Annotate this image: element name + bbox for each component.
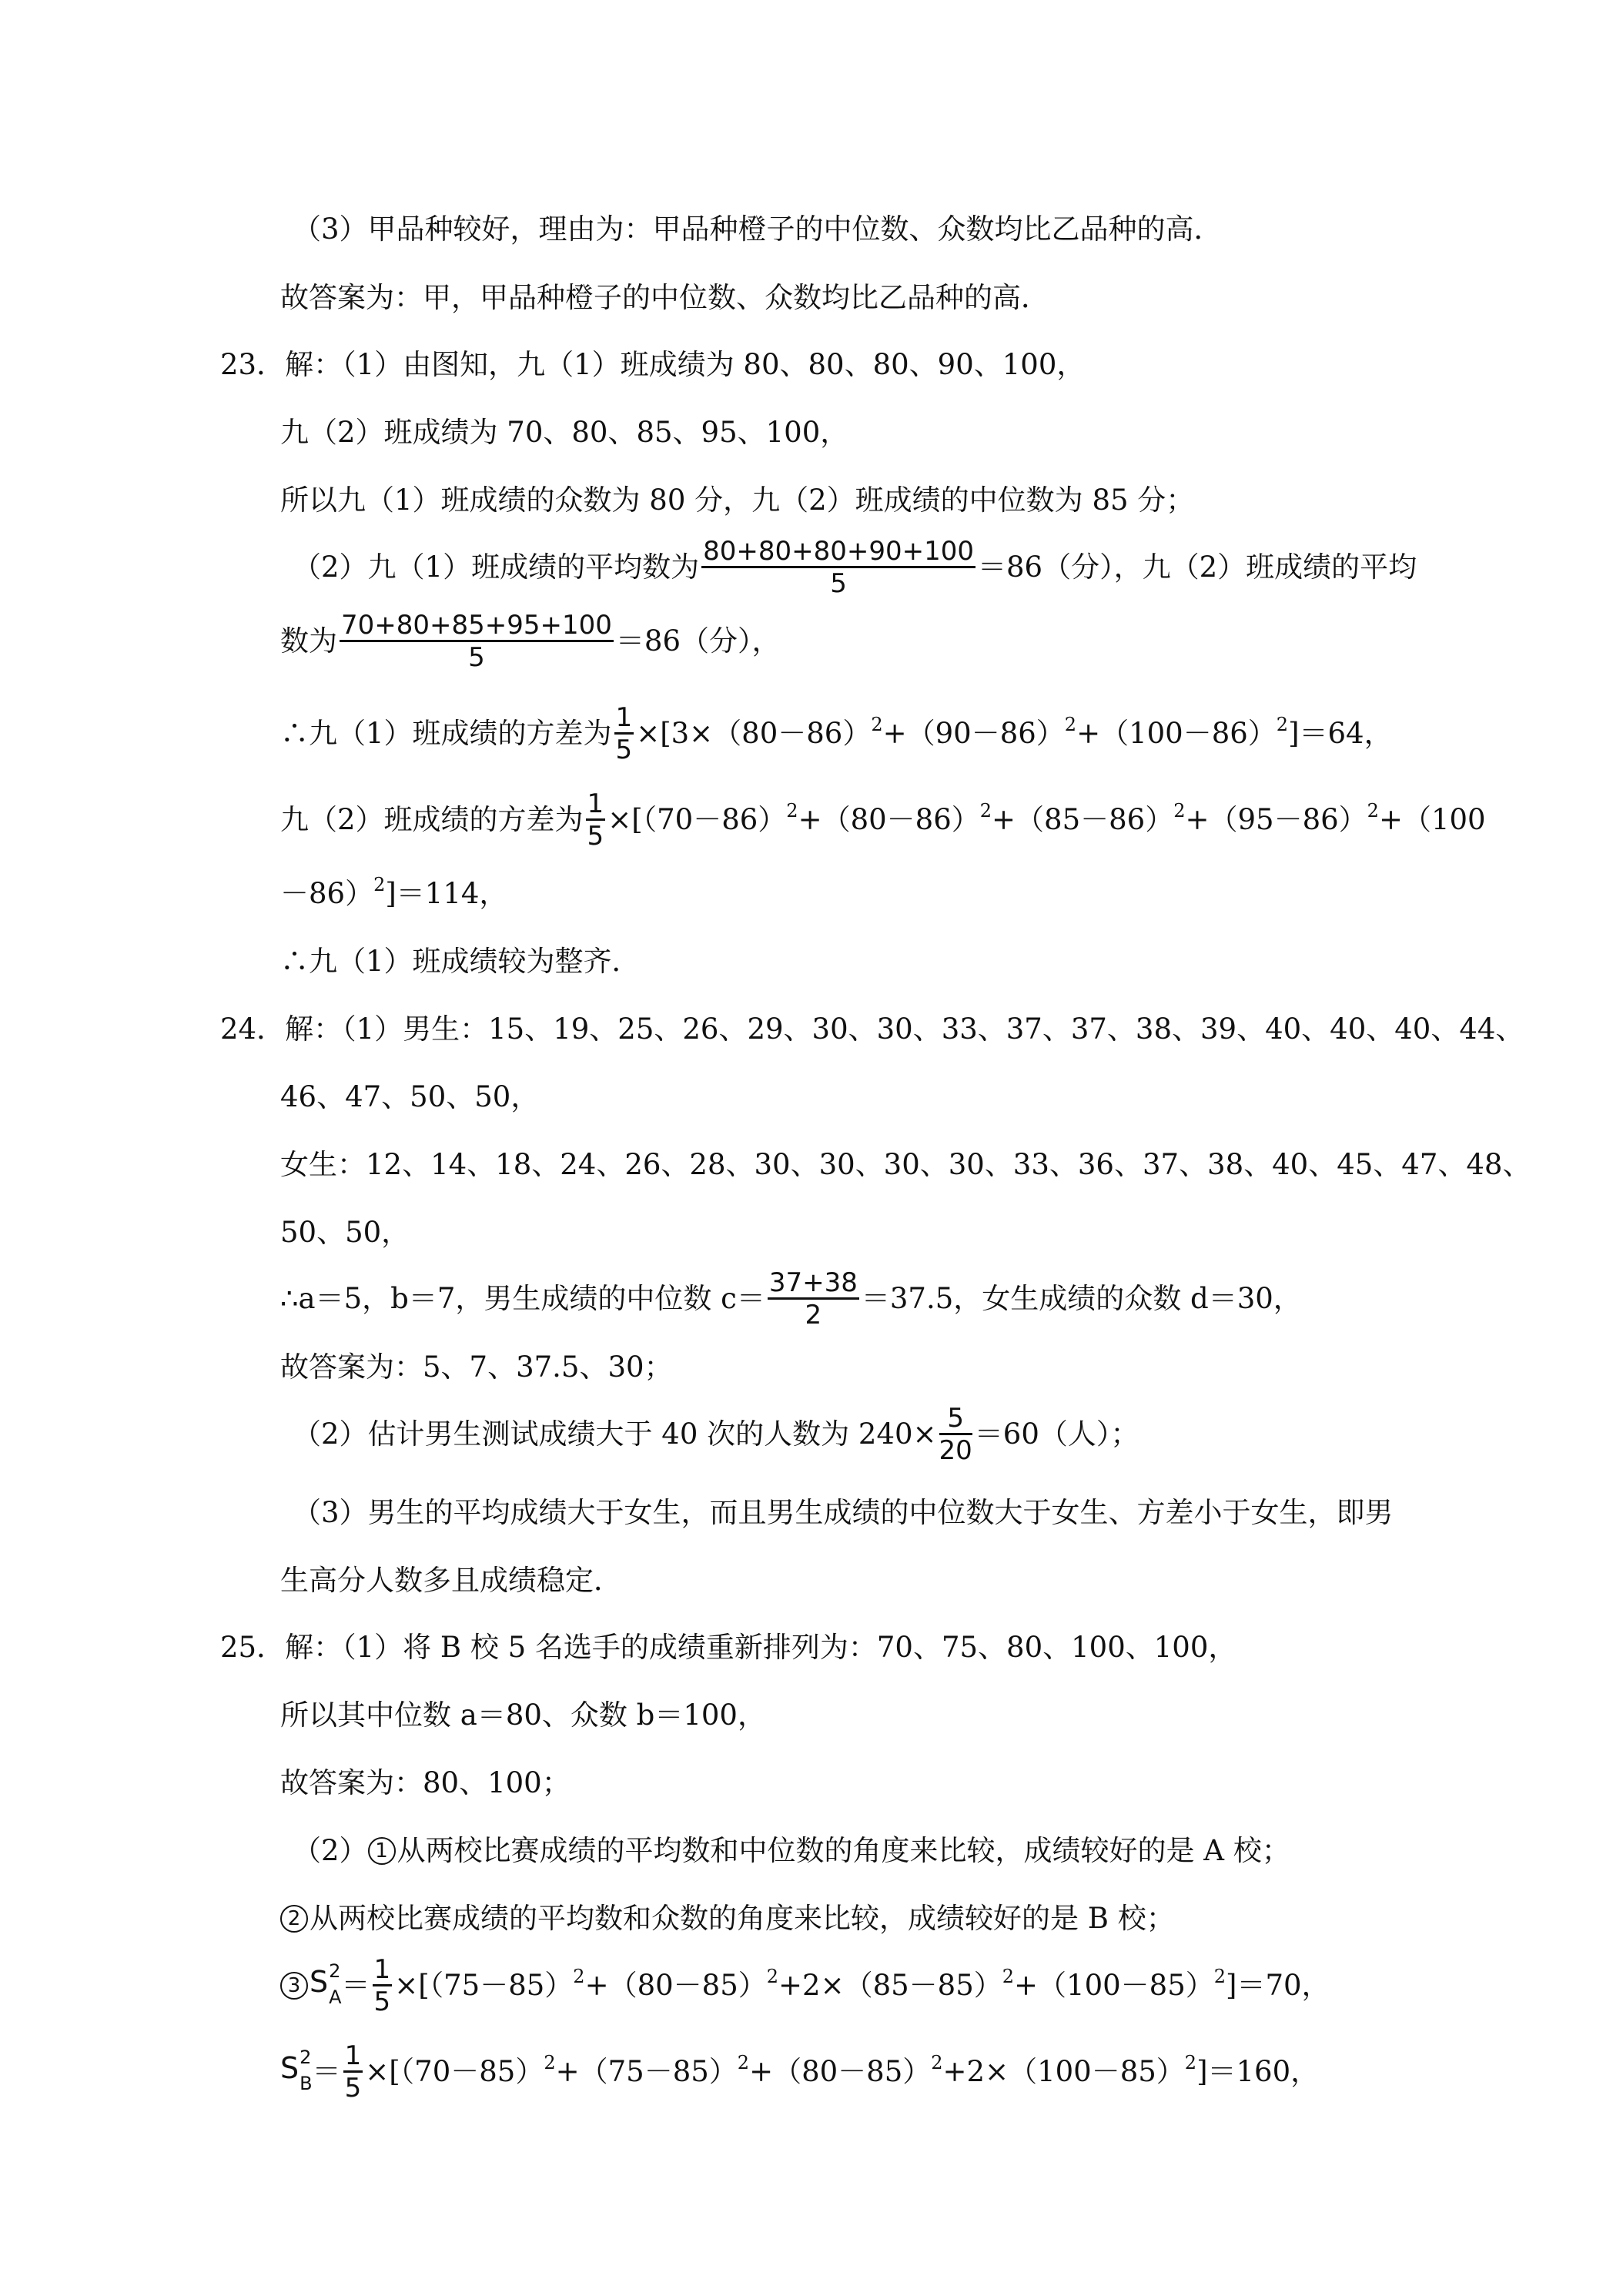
- numerator: 80+80+80+90+100: [703, 535, 974, 567]
- text: +（95－86）: [1185, 803, 1367, 836]
- numerator: 37+38: [768, 1267, 858, 1298]
- text: ×[（75－85）: [394, 1969, 574, 2002]
- numerator: 1: [615, 701, 633, 733]
- subscript: A: [329, 1986, 342, 2008]
- line-q25-2-2: [280, 1902, 1175, 1936]
- line-q24-heading: [220, 1012, 1524, 1046]
- variance-s: S: [280, 2051, 300, 2085]
- text: +2×（85－85）: [778, 1969, 1002, 2002]
- line-q22-3: [293, 213, 1223, 246]
- numerator: 70+80+85+95+100: [341, 609, 612, 641]
- denominator: 5: [344, 2072, 362, 2104]
- line-q23-variance2: 九（2）班成绩的方差为 $\frac{1}{5}$ ×[（70－86） $^2$ +（80－86） $^2$ +（85－86） $^2$ +（95－86） $^2$ +（100: [280, 788, 1486, 852]
- variance-s: S: [310, 1965, 329, 1999]
- line-q24-estimate: [293, 1400, 1139, 1469]
- numerator: 1: [587, 788, 604, 819]
- text: +（85－86）: [992, 803, 1174, 836]
- text: 46、47、50、50，: [280, 1080, 540, 1113]
- text: （2）九（1）班成绩的平均数为: [293, 551, 700, 584]
- text: 23．解：（1）由图知，九（1）班成绩为 80、80、80、90、100，: [220, 348, 1086, 381]
- circled-number: 2: [280, 1905, 308, 1933]
- text: 九（2）班成绩为 70、80、85、95、100，: [280, 416, 849, 449]
- circled-number: 1: [368, 1837, 396, 1865]
- line-q24-values: [280, 1264, 1302, 1334]
- superscript: 2: [329, 1960, 341, 1982]
- denominator: 5: [373, 1986, 391, 2017]
- text: 故答案为：80、100；: [280, 1766, 571, 1799]
- subscript: B: [300, 2073, 313, 2094]
- line-q24-3: [293, 1496, 1394, 1530]
- numerator: 1: [344, 2040, 362, 2071]
- line-q25-2-1: [293, 1834, 1290, 1868]
- line-q25-median-mode: [280, 1699, 766, 1732]
- line-q25-answer: [280, 1766, 571, 1800]
- text: ]＝160，: [1196, 2055, 1320, 2088]
- line-q24-3-cont: [280, 1564, 622, 1598]
- text: +（80－85）: [749, 2055, 932, 2088]
- text: ＝37.5，女生成绩的众数 d＝30，: [861, 1282, 1302, 1315]
- text: 所以其中位数 a＝80、众数 b＝100，: [280, 1699, 766, 1732]
- line-q23-heading: [220, 348, 1085, 382]
- text: 50、50，: [280, 1216, 410, 1249]
- text: －86）: [280, 877, 374, 910]
- text: +（80－86）: [798, 803, 980, 836]
- line-q24-girls: [280, 1148, 1531, 1182]
- text: ＝: [312, 2055, 341, 2088]
- denominator: 5: [615, 734, 633, 765]
- fraction: [373, 1955, 393, 2017]
- fraction: [768, 1268, 859, 1330]
- text: ×[（70－86）: [607, 803, 787, 836]
- line-q23-mode-median: [280, 484, 1194, 517]
- denominator: 5: [830, 567, 847, 599]
- text: 25．解：（1）将 B 校 5 名选手的成绩重新排列为：70、75、80、100、100，: [220, 1631, 1237, 1664]
- text: 24．解：（1）男生：15、19、25、26、29、30、30、33、37、37、38、39、40、40、40、44、: [220, 1012, 1524, 1046]
- text: 数为: [280, 624, 337, 658]
- denominator: 2: [805, 1299, 822, 1330]
- text: ＝86（分），九（2）班成绩的平均: [978, 551, 1417, 584]
- text: ∴a＝5，b＝7，男生成绩的中位数 c＝: [280, 1282, 765, 1315]
- text: +（100: [1378, 803, 1486, 836]
- text: 生高分人数多且成绩稳定．: [280, 1564, 622, 1597]
- line-q24-girls-cont: [280, 1216, 410, 1250]
- text: （3）男生的平均成绩大于女生，而且男生成绩的中位数大于女生、方差小于女生，即男: [293, 1496, 1394, 1529]
- text: ×[（70－85）: [365, 2055, 544, 2088]
- text: +（75－85）: [555, 2055, 738, 2088]
- line-q25-variance-a: 3 S 2 A ＝ $\frac{1}{5}$ ×[（75－85） $^2$ +（80－85） $^2$ +2×（85－85） $^2$ +（100－85） $^2$ ]＝70，: [280, 1951, 1330, 2020]
- text: ]＝114，: [385, 877, 508, 910]
- line-q24-answer: [280, 1350, 673, 1384]
- numerator: 1: [373, 1953, 391, 1985]
- circled-number: 3: [280, 1972, 308, 2000]
- text: 故答案为：甲，甲品种橙子的中位数、众数均比乙品种的高．: [280, 281, 1049, 314]
- variance-symbol-a: [310, 1960, 342, 2008]
- denominator: 5: [468, 641, 485, 673]
- text: ＝60（人）；: [974, 1417, 1139, 1451]
- text: +（90－86）: [882, 717, 1065, 750]
- text: 从两校比赛成绩的平均数和中位数的角度来比较，成绩较好的是 A 校；: [397, 1834, 1290, 1867]
- text: （2）估计男生测试成绩大于 40 次的人数为 240×: [293, 1417, 937, 1451]
- text: +（100－86）: [1076, 717, 1277, 750]
- line-q23-variance1: ∴九（1）班成绩的方差为 $\frac{1}{5}$ ×[3×（80－86） $^2$ +（90－86） $^2$ +（100－86） $^2$ ]＝64，: [280, 701, 1393, 765]
- text: 所以九（1）班成绩的众数为 80 分，九（2）班成绩的中位数为 85 分；: [280, 484, 1195, 517]
- line-q23-mean2: [280, 607, 781, 676]
- text: ＝86（分），: [615, 624, 781, 658]
- line-q23-variance2-cont: －86） $^2$ ]＝114，: [280, 874, 508, 910]
- text: ∴九（1）班成绩较为整齐．: [280, 945, 641, 978]
- text: 从两校比赛成绩的平均数和众数的角度来比较，成绩较好的是 B 校；: [310, 1902, 1175, 1935]
- text: +2×（100－85）: [942, 2055, 1185, 2088]
- text: +（100－85）: [1014, 1969, 1214, 2002]
- variance-symbol-b: [280, 2047, 313, 2094]
- text: ]＝64，: [1288, 717, 1393, 750]
- numerator: 5: [947, 1402, 964, 1434]
- text: 故答案为：5、7、37.5、30；: [280, 1350, 673, 1384]
- text: ×[3×（80－86）: [636, 717, 872, 750]
- line-q25-heading: [220, 1631, 1236, 1665]
- fraction: [614, 703, 634, 765]
- denominator: 5: [587, 820, 604, 852]
- text: （2）: [293, 1834, 368, 1867]
- superscript: 2: [300, 2047, 312, 2068]
- text: 女生：12、14、18、24、26、28、30、30、30、30、33、36、37、38、40、45、47、48、: [280, 1148, 1531, 1181]
- line-q22-answer: [280, 281, 1049, 315]
- fraction: [701, 537, 975, 599]
- text: 九（2）班成绩的方差为: [280, 803, 584, 836]
- line-q25-variance-b: S 2 B ＝ $\frac{1}{5}$ ×[（70－85） $^2$ +（75－85） $^2$ +（80－85） $^2$ +2×（100－85） $^2$ ]＝160，: [280, 2040, 1320, 2104]
- line-q23-class2-scores: [280, 416, 848, 450]
- line-q24-boys-cont: [280, 1080, 539, 1114]
- fraction: [586, 789, 606, 852]
- fraction: [343, 2041, 363, 2104]
- denominator: 20: [939, 1434, 972, 1466]
- text: ＝: [341, 1969, 370, 2002]
- text: ]＝70，: [1226, 1969, 1330, 2002]
- fraction: [939, 1404, 972, 1466]
- line-q23-conclusion: [280, 945, 641, 979]
- text: +（80－85）: [584, 1969, 767, 2002]
- fraction: [340, 611, 614, 673]
- text: （3）甲品种较好，理由为：甲品种橙子的中位数、众数均比乙品种的高．: [293, 213, 1223, 246]
- text: ∴九（1）班成绩的方差为: [280, 717, 612, 750]
- line-q23-mean1: [293, 533, 1417, 602]
